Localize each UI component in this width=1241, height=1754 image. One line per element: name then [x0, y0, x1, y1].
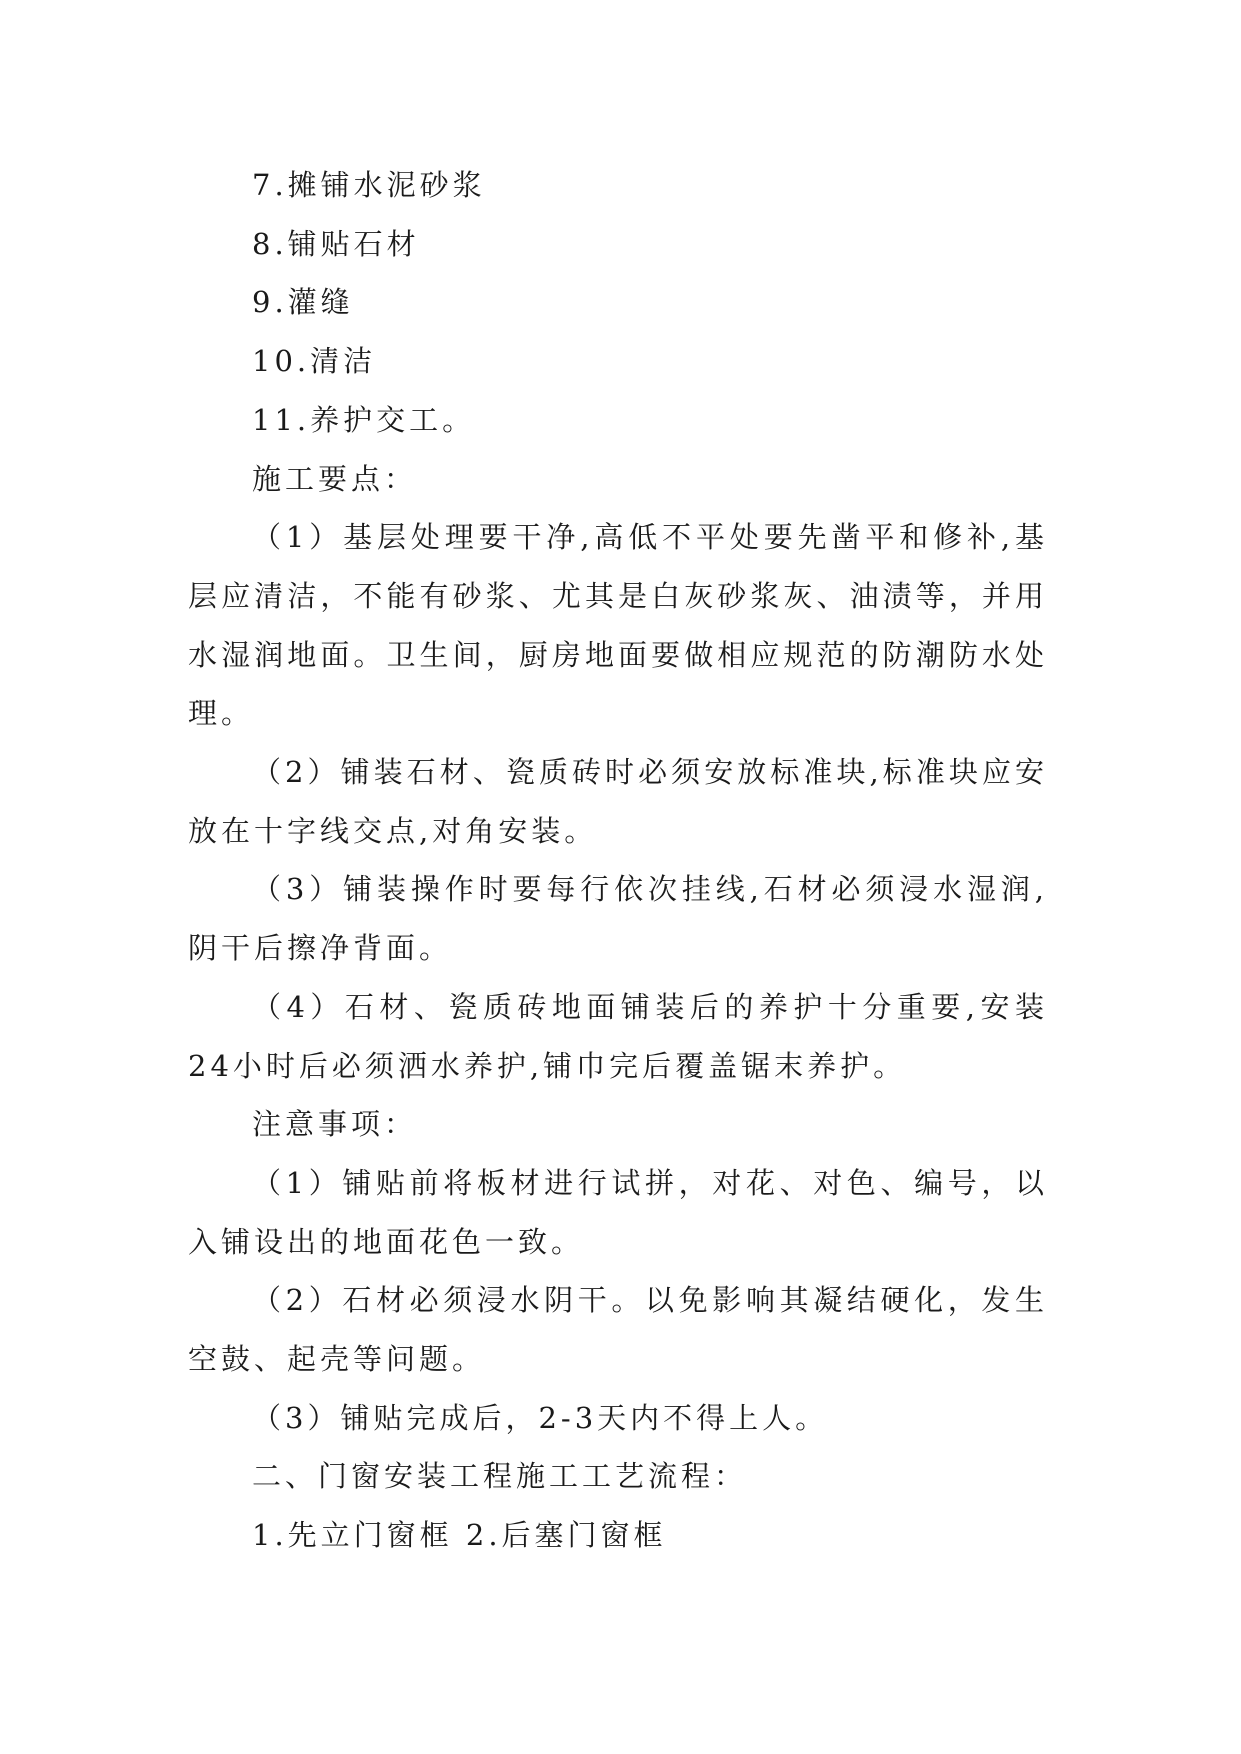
- step-item-11: 11.养护交工。: [252, 402, 476, 437]
- document-body: [188, 156, 1048, 1565]
- section-two-steps: 1.先立门窗框 2.后塞门窗框: [252, 1518, 667, 1553]
- construction-point-2: （2）铺装石材、瓷质砖时必须安放标准块,标准块应安放在十字线交点,对角安装。: [188, 755, 1048, 848]
- construction-points-heading: 施工要点：: [252, 461, 418, 496]
- construction-point-3: （3）铺装操作时要每行依次挂线,石材必须浸水湿润,阴干后擦净背面。: [188, 872, 1048, 966]
- step-item-7: 7.摊铺水泥砂浆: [252, 168, 486, 202]
- section-two-heading: 二、门窗安装工程施工工艺流程：: [252, 1459, 748, 1494]
- construction-point-4: （4）石材、瓷质砖地面铺装后的养护十分重要,安装24小时后必须洒水养护,铺巾完后覆盖锯末养护。: [188, 989, 1048, 1083]
- construction-point-1: （1）基层处理要干净,高低不平处要先凿平和修补,基层应清洁，不能有砂浆、尤其是白灰砂浆灰、油渍等，并用水湿润地面。卫生间，厨房地面要做相应规范的防潮防水处理。: [188, 520, 1048, 731]
- notes-heading: 注意事项：: [252, 1107, 418, 1142]
- note-3: （3）铺贴完成后，2-3天内不得上人。: [252, 1400, 829, 1435]
- note-1: （1）铺贴前将板材进行试拼，对花、对色、编号，以入铺设出的地面花色一致。: [188, 1165, 1048, 1259]
- step-item-8: 8.铺贴石材: [252, 226, 420, 261]
- note-2: （2）石材必须浸水阴干。以免影响其凝结硬化，发生空鼓、起壳等问题。: [188, 1283, 1048, 1377]
- step-item-9: 9.灌缝: [252, 285, 354, 320]
- step-item-10: 10.清洁: [252, 344, 377, 379]
